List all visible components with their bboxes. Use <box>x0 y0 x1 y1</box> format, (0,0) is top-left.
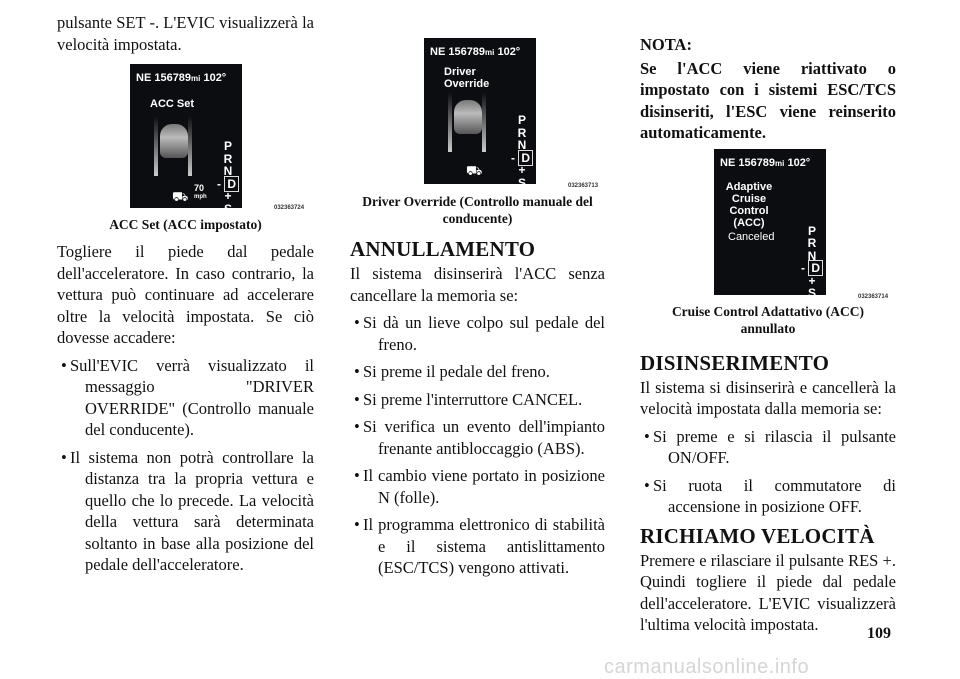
acc-car-icon: ⛟ <box>172 189 189 204</box>
paragraph: Togliere il piede dal pedale dell'acceleratore. In caso contrario, la vettura può continuare ad accelerare oltre la velocità impostata. Se ciò dovesse accadere: <box>57 242 314 347</box>
watermark: carmanualsonline.info <box>604 656 810 678</box>
figure-code: 032363713 <box>568 183 599 189</box>
acc-car-icon: ⛟ <box>466 163 483 178</box>
column-right <box>640 0 896 636</box>
figure-caption: ACC Set (ACC impostato) <box>109 217 262 232</box>
list-item: • Si preme e si rilascia il pulsante ON/OFF. <box>640 426 896 469</box>
note-text: Se l'ACC viene riattivato o impostato con i sistemi ESC/TCS disinseriti, l'ESC viene reinserito automaticamente. <box>640 58 896 142</box>
figure-caption: Cruise Control Adattativo (ACC) annullato <box>671 303 865 336</box>
gear-indicator: P R N - D + S <box>508 114 536 189</box>
unit-text: mi <box>775 158 785 168</box>
temp-text: 102° <box>787 156 811 169</box>
gear-indicator: P R N - D + S <box>214 140 242 215</box>
figure-acc-set <box>57 60 314 216</box>
figure-caption: Driver Override (Controllo manuale del conducente) <box>362 194 593 226</box>
note-title: NOTA: <box>640 35 692 54</box>
page-number: 109 <box>867 625 891 642</box>
car-icon <box>454 100 482 134</box>
gear-indicator: P R N - D + S <box>798 225 826 300</box>
temp-text: 102° <box>497 46 521 58</box>
evic-display <box>714 149 826 300</box>
figure-code: 032363724 <box>274 205 305 211</box>
list-item: • Il programma elettronico di stabilità e il sistema antislittamento (ESC/TCS) vengono attivati. <box>350 514 605 579</box>
list-item: • Si ruota il commutatore di accensione in posizione OFF. <box>640 475 896 518</box>
lane-right <box>482 92 486 152</box>
section-heading: RICHIAMO VELOCITÀ <box>640 523 875 548</box>
list-item: • Il cambio viene portato in posizione N (folle). <box>350 465 605 508</box>
bullet-list <box>640 426 896 518</box>
list-item: • Sull'EVIC verrà visualizzato il messaggio "DRIVER OVERRIDE" (Controllo manuale del conducente). <box>57 355 314 441</box>
lane-left <box>154 116 158 176</box>
lane-right <box>188 116 192 176</box>
paragraph: Il sistema disinserirà l'ACC senza cancellare la memoria se: <box>350 264 605 305</box>
list-item: • Si preme l'interruttore CANCEL. <box>350 389 605 411</box>
list-item: • Il sistema non potrà controllare la distanza tra la propria vettura e quello che lo precede. La velocità della vettura sarà determinata soltanto in base alla posizione del pedale dell'acceleratore. <box>57 447 314 576</box>
evic-message: Adaptive Cruise Control (ACC) <box>725 181 773 229</box>
list-item: • Si preme il pedale del freno. <box>350 361 605 383</box>
bullet-list <box>57 355 314 576</box>
paragraph: Il sistema si disinserirà e cancellerà la velocità impostata dalla memoria se: <box>640 377 896 418</box>
unit-text: mi <box>191 74 201 83</box>
evic-display <box>130 64 242 216</box>
car-icon <box>160 124 188 158</box>
evic-message: ACC Set <box>150 97 195 110</box>
speed-readout: 70 mph <box>194 183 207 200</box>
intro-text: pulsante SET -. L'EVIC visualizzerà la velocità impostata. <box>57 13 314 54</box>
list-item: • Si dà un lieve colpo sul pedale del freno. <box>350 312 605 355</box>
column-left <box>57 0 314 582</box>
temp-text: 102° <box>203 72 227 84</box>
column-middle <box>350 0 605 585</box>
odometer-text: NE 156789 <box>430 46 486 58</box>
evic-display <box>424 38 536 190</box>
figure-acc-canceled <box>640 149 896 300</box>
section-heading: ANNULLAMENTO <box>350 237 536 261</box>
unit-text: mi <box>485 48 495 57</box>
paragraph: Premere e rilasciare il pulsante RES +. Quindi togliere il piede dal pedale dell'acceleratore. L'EVIC visualizzerà l'ultima velocità impostata. <box>640 550 896 634</box>
figure-code: 032363714 <box>858 293 889 300</box>
figure-driver-override <box>350 0 605 190</box>
odometer-text: NE 156789 <box>136 72 192 84</box>
evic-message: Driver Override <box>444 65 490 90</box>
odometer-text: NE 156789 <box>720 156 776 169</box>
list-item: • Si verifica un evento dell'impianto frenante antibloccaggio (ABS). <box>350 416 605 459</box>
lane-left <box>448 92 452 152</box>
section-heading: DISINSERIMENTO <box>640 350 830 375</box>
bullet-list <box>350 312 605 579</box>
canceled-text: Canceled <box>728 230 775 243</box>
